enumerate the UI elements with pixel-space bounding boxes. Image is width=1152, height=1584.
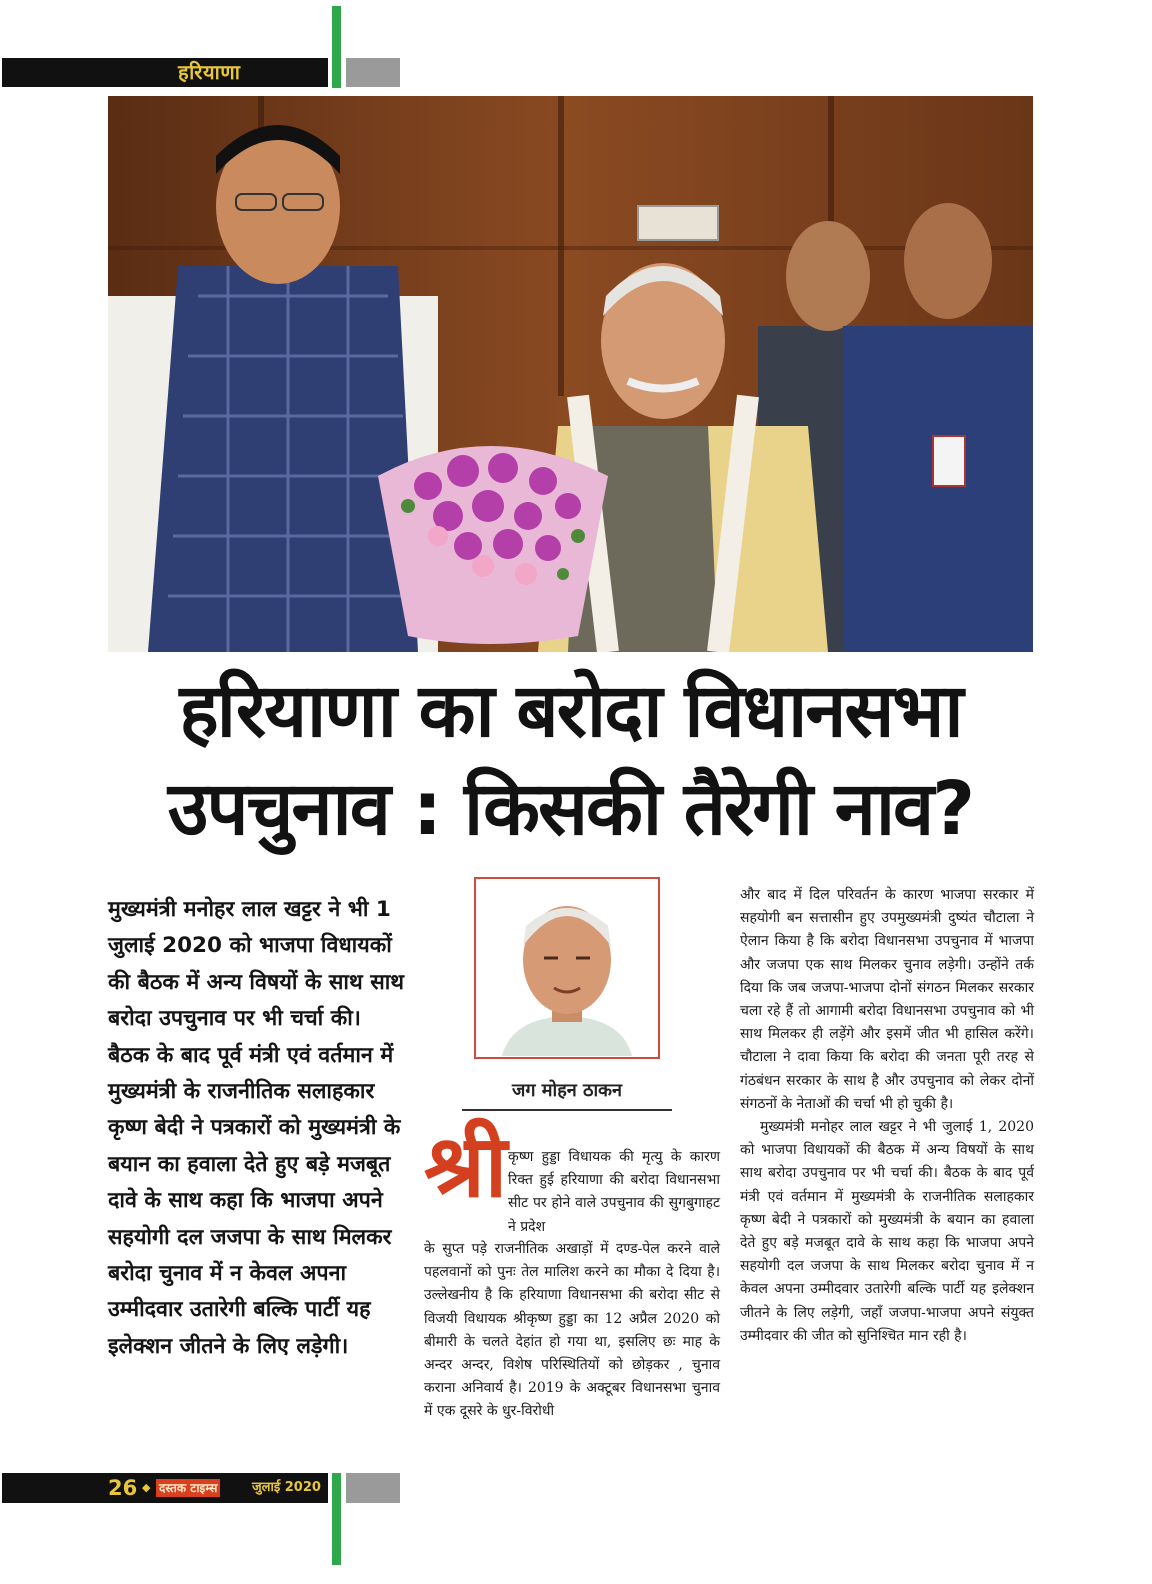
author-photo: [492, 888, 642, 1056]
accent-green-rule-top: [332, 6, 341, 88]
lead-text: मुख्यमंत्री मनोहर लाल खट्टर ने भी 1 जुलाई 2020 को भाजपा विधायकों की बैठक में अन्य विषयों के साथ साथ बरोदा उपचुनाव पर भी चर्चा की। बैठक के बाद पूर्व मंत्री एवं वर्तमान में मुख्यमंत्री के राजनीतिक सलाहकार कृष्ण बेदी ने पत्रकारों को मुख्यमंत्री के बयान का हवाला देते हुए बड़े मजबूत दावे के साथ कहा कि भाजपा अपने सहयोगी दल जजपा के साथ मिलकर बरोदा चुनाव में न केवल अपना उम्मीदवार उतारेगी बल्कि पार्टी यह इलेक्शन जीतने के लिए लड़ेगी।: [108, 897, 405, 1359]
footer-separator: ◆: [142, 1481, 151, 1494]
accent-green-rule-bottom: [332, 1473, 341, 1565]
accent-gray-block-bottom: [346, 1473, 400, 1503]
article-continuation: के सुप्त पड़े राजनीतिक अखाड़ों में दण्ड-पेल करने वाले पहलवानों को पुनः तेल मालिश करने का मौका दे दिया है। उल्लेखनीय है कि हरियाणा विधानसभा की बरोदा सीट से विजयी विधायक श्रीकृष्ण हुड्डा का 12 अप्रैल 2020 को बीमारी के चलते देहांत हो गया था, इसलिए छः माह के अन्दर अन्दर, विशेष परिस्थितियों को छोड़कर , चुनाव कराना अनिवार्य है। 2019 के अक्टूबर विधानसभा चुनाव में एक दूसरे के धुर-विरोधी: [424, 1241, 720, 1420]
dropcap: श्री: [424, 1116, 508, 1217]
headline: [108, 662, 1033, 858]
article-paragraph: और बाद में दिल परिवर्तन के कारण भाजपा सरकार में सहयोगी बन सत्तासीन हुए उपमुख्यमंत्री दुष्यंत चौटाला ने ऐलान किया है कि बरोदा विधानसभा उपचुनाव में भाजपा और जजपा एक साथ मिलकर चुनाव लड़ेगी। उन्होंने तर्क दिया कि जब जजपा-भाजपा दोनों संगठन मिलकर सरकार चला रहे हैं तो आगामी बरोदा विधानसभा उपचुनाव को भी साथ मिलकर ही लड़ेंगे और इसमें जीत भी हासिल करेंगे। चौटाला ने दावा किया कि बरोदा की जनता पूरी तरह से गंठबंधन सरकार के साथ है और उपचुनाव को लेकर दोनों संगठनों के नेताओं की चर्चा भी हो चुकी है।: [740, 887, 1034, 1112]
article-paragraph: मुख्यमंत्री मनोहर लाल खट्टर ने भी जुलाई 1, 2020 को भाजपा विधायकों की बैठक में अन्य विषयों के साथ साथ बरोदा उपचुनाव पर भी चर्चा की। बैठक के बाद पूर्व मंत्री एवं वर्तमान में मुख्यमंत्री के राजनीतिक सलाहकार कृष्ण बेदी ने पत्रकारों को मुख्यमंत्री के बयान का हवाला देते हुए बड़े मजबूत दावे के साथ कहा कि भाजपा अपने सहयोगी दल जजपा के साथ मिलकर बरोदा चुनाव में न केवल अपना उम्मीदवार उतारेगी बल्कि पार्टी यह इलेक्शन जीतने के लिए लड़ेगी, जहाँ जजपा-भाजपा अपने संयुक्त उम्मीदवार की जीत को सुनिश्चित मान रही है।: [740, 1119, 1034, 1344]
headline-line-1: हरियाणा का बरोदा विधानसभा: [179, 668, 962, 754]
main-photo-illustration: [108, 96, 1033, 652]
section-label: हरियाणा: [178, 60, 241, 84]
page-number: 26: [108, 1476, 138, 1500]
article-right-column: [740, 884, 1034, 1348]
issue-date: जुलाई 2020: [252, 1480, 321, 1495]
main-photo: [108, 96, 1033, 652]
magazine-logo: दस्तक टाइम्स: [156, 1479, 220, 1497]
section-bar: [2, 58, 328, 87]
author-name: जग मोहन ठाकन: [512, 1080, 622, 1101]
headline-line-2: उपचुनाव : किसकी तैरेगी नाव?: [167, 766, 974, 852]
author-photo-illustration: [492, 888, 642, 1056]
article-first-lines: कृष्ण हुड्डा विधायक की मृत्यु के कारण रिक्त हुई हरियाणा की बरोदा विधानसभा सीट पर होने वाले उपचुनाव की सुगबुगाहट ने प्रदेश: [508, 1149, 720, 1235]
author-divider: [462, 1109, 672, 1111]
accent-gray-block-top: [346, 58, 400, 87]
